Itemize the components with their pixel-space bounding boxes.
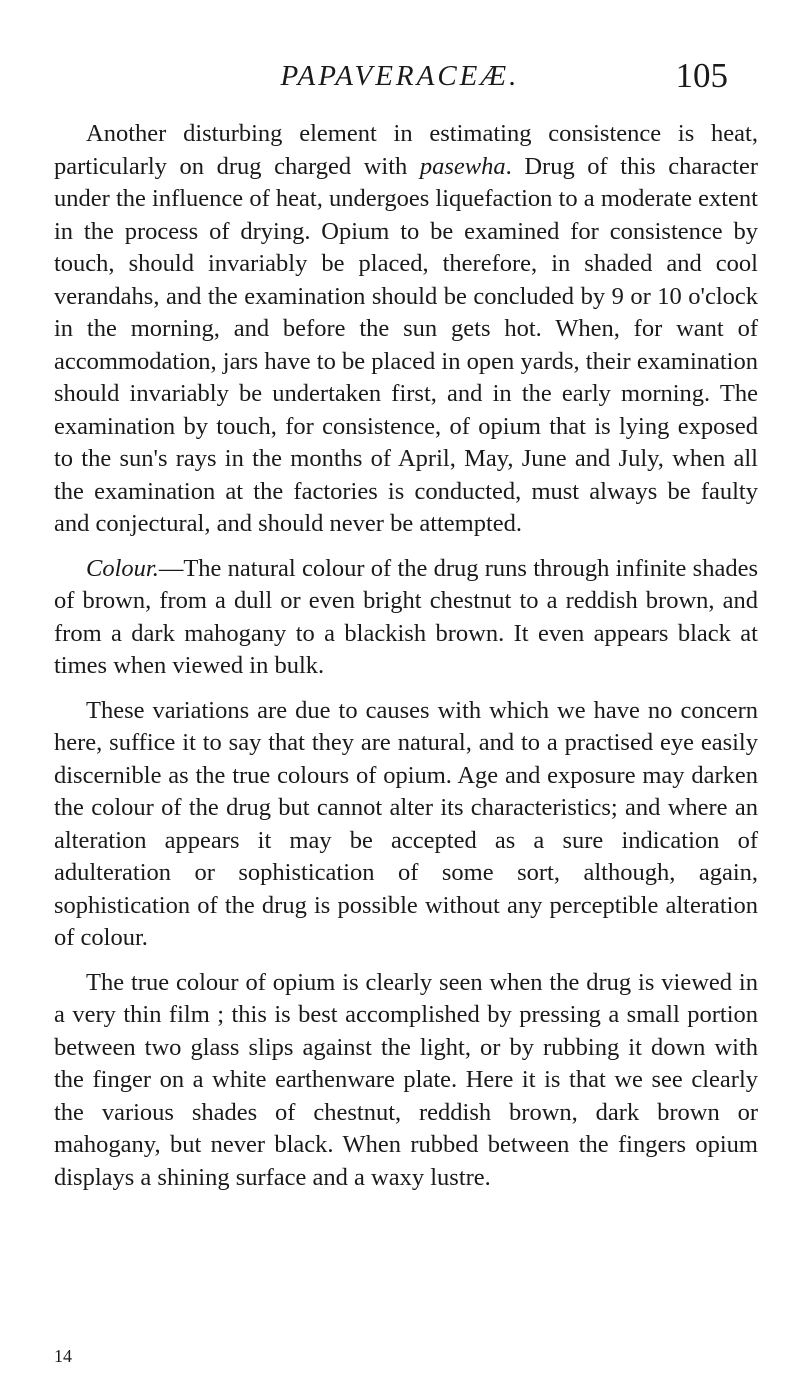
paragraph-text: These variations are due to causes with which we have no concern here, suffice it to say that they are natural, and to a practised eye easily discernible as the true colours of opium. Age and exposure may darken the colour of the drug but cannot alter its characteristics; and where an alteration appears it may be accepted as a sure indication of adulteration or sophistication of some sort, although, again, sophistication of the drug is possible without any perceptible alteration of colour.	[54, 696, 758, 951]
term-pasewha: pasewha	[419, 152, 506, 180]
paragraph-consistence-heat	[54, 118, 758, 541]
body-text	[54, 118, 758, 1194]
paragraph-colour	[54, 553, 758, 683]
running-head	[0, 54, 800, 104]
paragraph-text: —The natural colour of the drug runs through infinite shades of brown, from a dull or even bright chestnut to a reddish brown, and from a dark mahogany to a blackish brown. It even appears black at times when viewed in bulk.	[54, 554, 758, 679]
running-title: PAPAVERACEÆ.	[280, 60, 520, 92]
paragraph-text: . Drug of this character under the influence of heat, undergoes liquefaction to a moderate extent in the process of drying. Opium to be examined for consistence by touch, should invariably be placed, therefore, in shaded and cool verandahs, and the examination should be concluded by 9 or 10 o'clock in the morning, and before the sun gets hot. When, for want of accommodation, jars have to be placed in open yards, their examination should invariably be undertaken first, and in the early morning. The examination by touch, for consistence, of opium that is lying exposed to the sun's rays in the months of April, May, June and July, when all the examination at the factories is conducted, must always be faulty and conjectural, and should never be attempted.	[54, 152, 758, 537]
paragraph-text: The true colour of opium is clearly seen when the drug is viewed in a very thin film ; this is best accomplished by pressing a small portion between two glass slips against the light, or by rubbing it down with the finger on a white earthenware plate. Here it is that we see clearly the various shades of chestnut, reddish brown, dark brown or mahogany, but never black. When rubbed between the fingers opium displays a shining surface and a waxy lustre.	[54, 968, 758, 1191]
paragraph-variations	[54, 695, 758, 955]
paragraph-true-colour	[54, 967, 758, 1195]
signature-mark: 14	[54, 1346, 72, 1366]
paragraph-text: Another disturbing element in estimating consistence is heat, particularly on drug charged with	[54, 120, 758, 180]
section-heading-colour: Colour.	[86, 554, 159, 582]
page-number: 105	[675, 56, 728, 95]
